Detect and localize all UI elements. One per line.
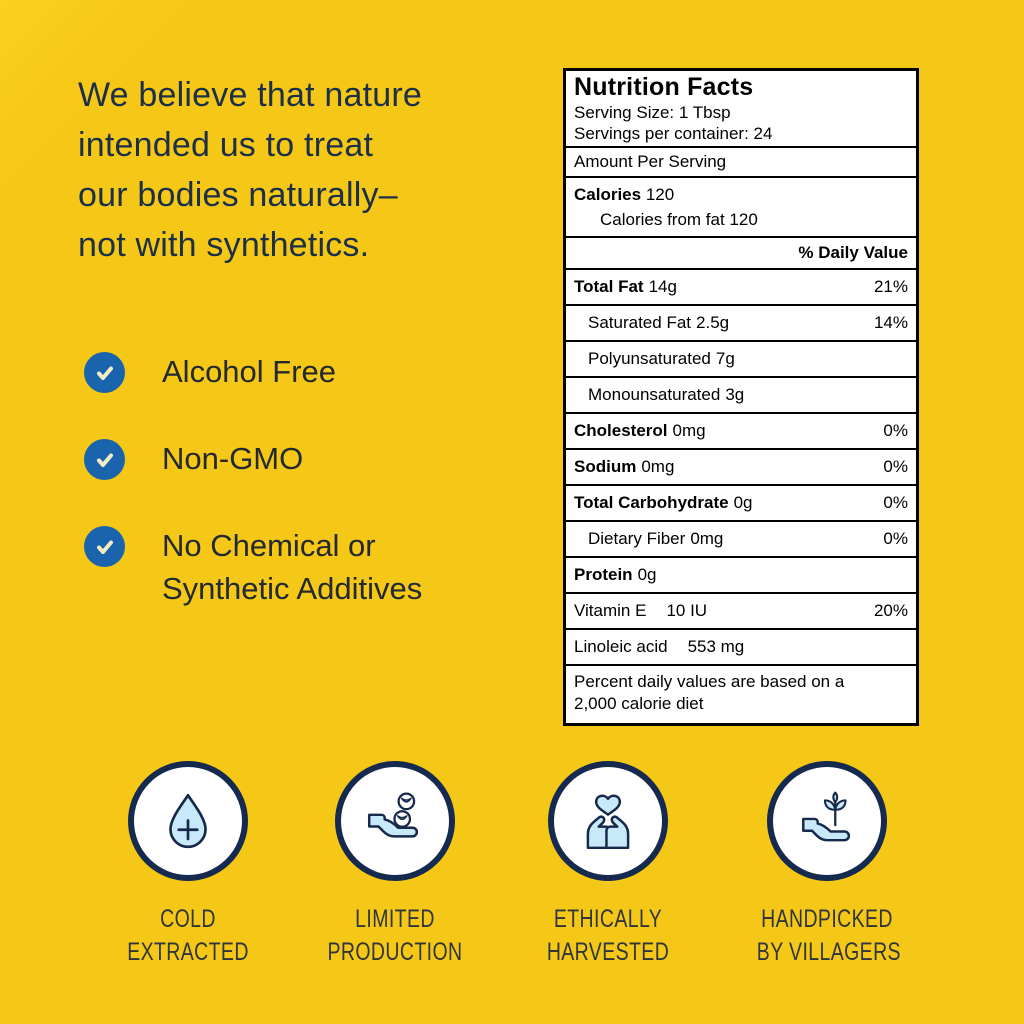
row-daily-value: 0% [883, 421, 908, 440]
badge-label-line: ETHICALLY [553, 905, 663, 933]
headline-line: our bodies naturally– [78, 176, 398, 214]
row-amount: 0mg [690, 529, 724, 548]
badge-label-line: HARVESTED [546, 938, 670, 966]
row-amount: 553 mg [687, 637, 745, 656]
row-name: Protein [574, 565, 633, 584]
badge-cold-extracted [98, 761, 278, 969]
nutrition-footnote [566, 666, 916, 723]
check-label [162, 350, 336, 393]
row-left [574, 601, 707, 621]
nutrition-row-protein [566, 558, 916, 594]
badge-label-line: COLD [160, 905, 216, 933]
footnote-line: 2,000 calorie diet [574, 694, 704, 713]
nutrition-title: Nutrition Facts [574, 73, 754, 101]
row-left [574, 385, 744, 405]
check-label-line: Synthetic Additives [162, 571, 423, 606]
nutrition-row-sodium [566, 450, 916, 486]
check-label [162, 437, 303, 480]
daily-value-header: % Daily Value [566, 238, 916, 270]
row-amount: 2.5g [696, 313, 730, 332]
row-name: Total Fat [574, 277, 644, 296]
calories-section [566, 178, 916, 238]
row-daily-value: 20% [873, 601, 908, 620]
headline-line: intended us to treat [78, 126, 374, 164]
hand-plant-icon [794, 788, 860, 854]
row-name: Dietary Fiber [588, 529, 686, 548]
headline-line: We believe that nature [78, 76, 422, 114]
row-left [574, 421, 706, 441]
row-name: Total Carbohydrate [574, 493, 729, 512]
badge-label-line: HANDPICKED [761, 905, 893, 933]
row-left [574, 493, 753, 513]
calories-row [574, 182, 908, 207]
badge-handpicked-by-villagers [737, 761, 917, 969]
amount-per-serving: Amount Per Serving [566, 148, 916, 178]
check-label [162, 524, 422, 610]
badge-circle [128, 761, 248, 881]
calories-from-fat: Calories from fat 120 [600, 210, 758, 229]
droplet-plus-icon [155, 788, 221, 854]
nutrition-row-cholesterol [566, 414, 916, 450]
badge-label [538, 903, 678, 969]
nutrition-facts-label [563, 68, 919, 726]
check-circle-icon [84, 352, 125, 393]
row-name: Monounsaturated [588, 385, 721, 404]
servings-per-container: Servings per container: 24 [574, 124, 773, 143]
row-amount: 10 IU [666, 601, 708, 620]
badge-label [756, 903, 901, 969]
hand-seeds-icon [362, 788, 428, 854]
badge-label-line: PRODUCTION [327, 938, 463, 966]
nutrition-row-dietary-fiber [566, 522, 916, 558]
badge-label [118, 903, 258, 969]
row-amount: 0mg [641, 457, 675, 476]
nutrition-row-polyunsaturated [566, 342, 916, 378]
row-amount: 14g [648, 277, 677, 296]
row-amount: 0mg [672, 421, 706, 440]
row-daily-value: 0% [883, 529, 908, 548]
row-amount: 7g [715, 349, 735, 368]
badge-ethically-harvested [518, 761, 698, 969]
badge-limited-production [305, 761, 485, 969]
benefits-checklist [84, 352, 514, 656]
headline-line: not with synthetics. [78, 226, 370, 264]
row-name: Saturated Fat [588, 313, 692, 332]
badge-label-line: BY VILLAGERS [756, 938, 901, 966]
row-daily-value: 21% [873, 277, 908, 296]
nutrition-row-linoleic-acid [566, 630, 916, 666]
row-left [574, 457, 674, 477]
row-left [574, 313, 729, 333]
row-name: Vitamin E [574, 601, 647, 620]
check-mark-icon [93, 361, 117, 385]
badge-label-line: LIMITED [355, 905, 435, 933]
badge-circle [767, 761, 887, 881]
nutrition-row-vitamin-e [566, 594, 916, 630]
check-item [84, 352, 514, 393]
row-name: Linoleic acid [574, 637, 668, 656]
check-label-line: Non-GMO [162, 441, 304, 476]
nutrition-header [566, 71, 916, 148]
check-label-line: No Chemical or [162, 528, 376, 563]
badge-label-line: EXTRACTED [127, 938, 249, 966]
headline [78, 70, 518, 270]
check-circle-icon [84, 526, 125, 567]
nutrition-row-saturated-fat [566, 306, 916, 342]
row-daily-value: 0% [883, 457, 908, 476]
check-label-line: Alcohol Free [162, 354, 337, 389]
row-left [574, 277, 677, 297]
serving-size: Serving Size: 1 Tbsp [574, 103, 731, 122]
check-circle-icon [84, 439, 125, 480]
row-left [574, 565, 656, 585]
nutrition-row-monounsaturated [566, 378, 916, 414]
check-item [84, 526, 514, 610]
row-left [574, 349, 735, 369]
badge-circle [548, 761, 668, 881]
badge-circle [335, 761, 455, 881]
row-name: Sodium [574, 457, 637, 476]
footnote-line: Percent daily values are based on a [574, 672, 845, 691]
row-amount: 0g [637, 565, 657, 584]
nutrition-row-total-carbohydrate [566, 486, 916, 522]
hands-heart-icon [575, 788, 641, 854]
nutrition-row-total-fat [566, 270, 916, 306]
calories-value: 120 [645, 185, 675, 204]
row-name: Cholesterol [574, 421, 668, 440]
check-mark-icon [93, 535, 117, 559]
badge-label [325, 903, 465, 969]
row-daily-value: 14% [873, 313, 908, 332]
calories-label: Calories [574, 185, 642, 204]
row-name: Polyunsaturated [588, 349, 711, 368]
row-amount: 0g [733, 493, 753, 512]
check-mark-icon [93, 448, 117, 472]
row-left [574, 637, 744, 657]
row-amount: 3g [725, 385, 745, 404]
row-left [574, 529, 723, 549]
row-daily-value: 0% [883, 493, 908, 512]
check-item [84, 439, 514, 480]
